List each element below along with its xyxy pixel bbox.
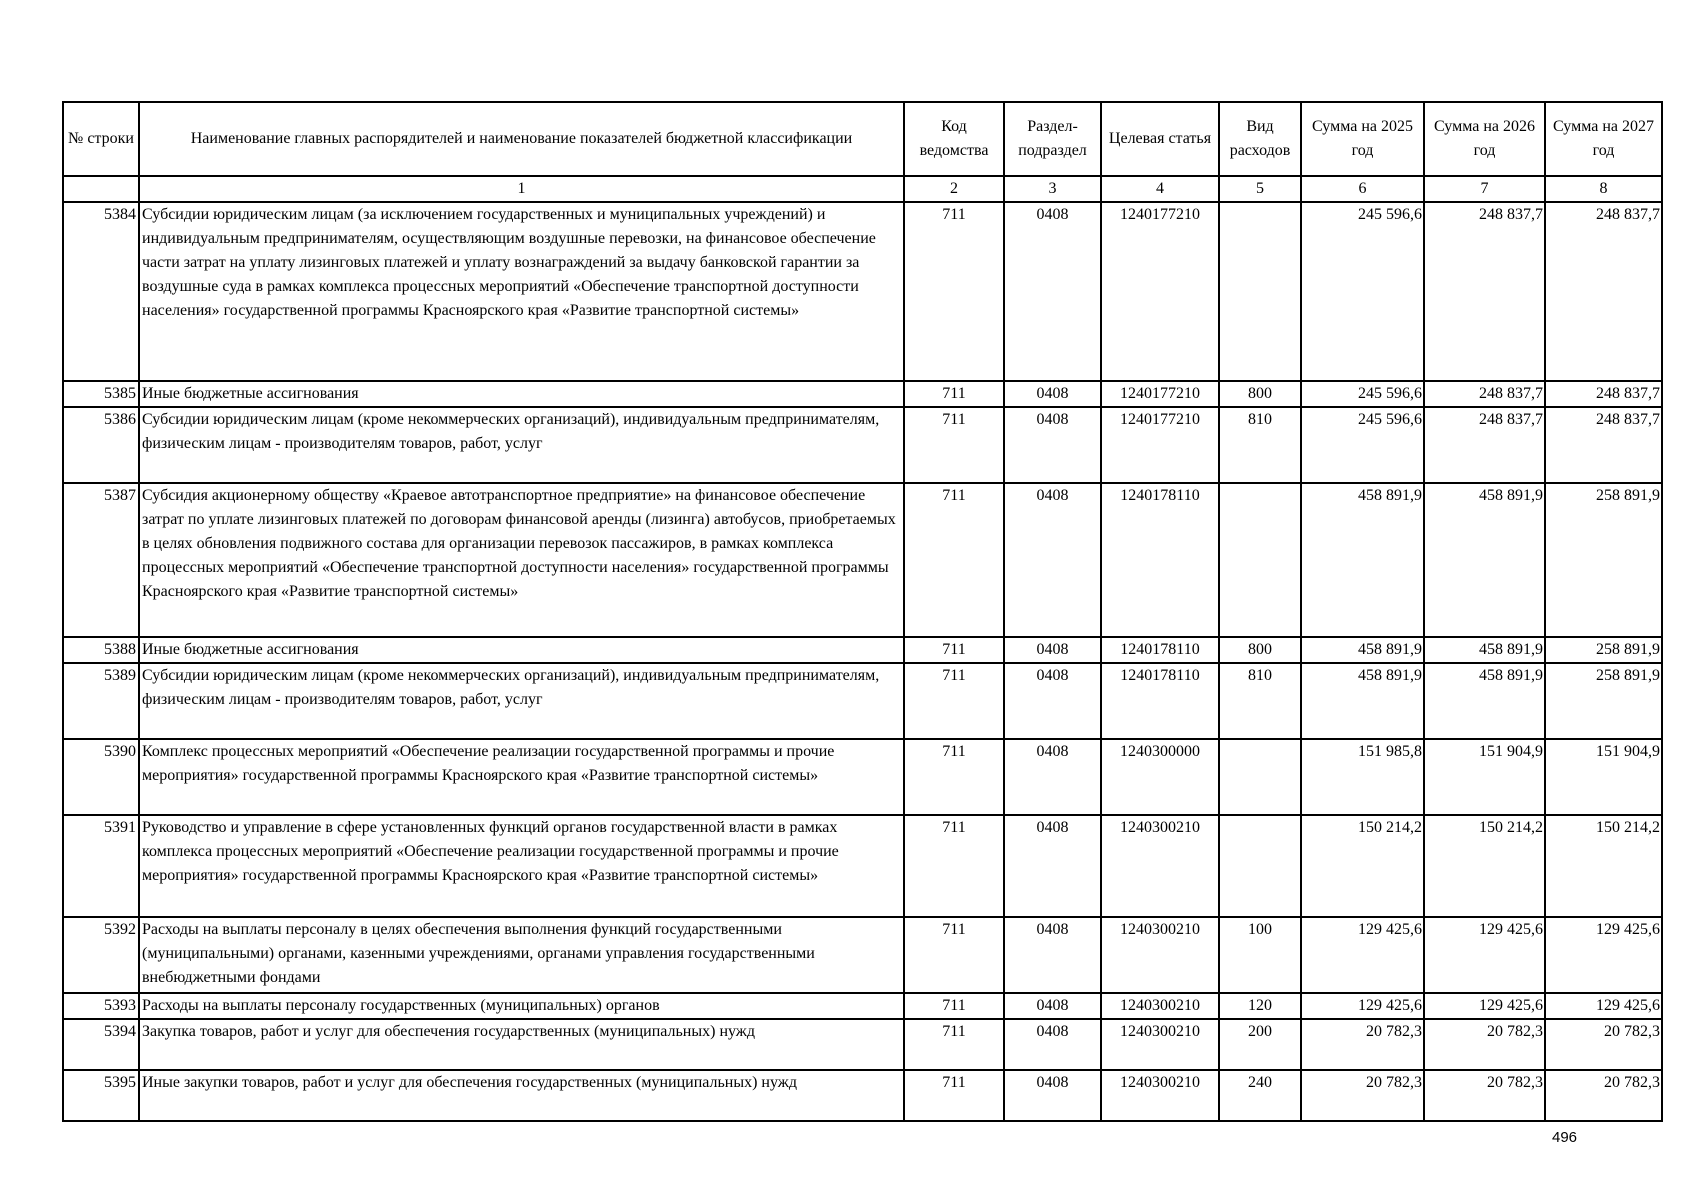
row-name: Субсидии юридическим лицам (кроме некоммерческих организаций), индивидуальным предпринимателям, физическим лицам - производителям товаров, работ, услуг — [139, 663, 904, 739]
column-number: 6 — [1301, 176, 1424, 202]
row-sum-2027: 258 891,9 — [1545, 483, 1662, 637]
row-expense-type — [1219, 202, 1301, 381]
row-sum-2025: 245 596,6 — [1301, 407, 1424, 483]
row-name: Расходы на выплаты персоналу государственных (муниципальных) органов — [139, 993, 904, 1019]
row-expense-type: 120 — [1219, 993, 1301, 1019]
table-row — [63, 917, 1662, 993]
column-number: 7 — [1424, 176, 1545, 202]
row-number: 5391 — [63, 815, 139, 917]
table-row — [63, 1070, 1662, 1121]
row-sum-2027: 20 782,3 — [1545, 1019, 1662, 1070]
row-expense-type: 800 — [1219, 637, 1301, 663]
row-target-article: 1240300210 — [1101, 815, 1219, 917]
row-section: 0408 — [1004, 407, 1101, 483]
row-section: 0408 — [1004, 202, 1101, 381]
row-dept-code: 711 — [904, 381, 1004, 407]
column-number: 8 — [1545, 176, 1662, 202]
row-sum-2026: 20 782,3 — [1424, 1019, 1545, 1070]
row-expense-type: 800 — [1219, 381, 1301, 407]
row-sum-2027: 20 782,3 — [1545, 1070, 1662, 1121]
table-row — [63, 381, 1662, 407]
row-name: Руководство и управление в сфере установленных функций органов государственной власти в рамках комплекса процессных мероприятий «Обеспечение реализации государственной программы и прочие мероприятия» государственной программы Красноярского края «Развитие транспортной системы» — [139, 815, 904, 917]
row-number: 5394 — [63, 1019, 139, 1070]
table-row — [63, 993, 1662, 1019]
row-dept-code: 711 — [904, 1019, 1004, 1070]
row-sum-2026: 458 891,9 — [1424, 663, 1545, 739]
row-section: 0408 — [1004, 1070, 1101, 1121]
row-sum-2026: 151 904,9 — [1424, 739, 1545, 815]
row-sum-2027: 150 214,2 — [1545, 815, 1662, 917]
header-sum-2027: Сумма на 2027 год — [1545, 102, 1662, 176]
row-sum-2027: 248 837,7 — [1545, 381, 1662, 407]
row-section: 0408 — [1004, 663, 1101, 739]
header-sum-2025: Сумма на 2025 год — [1301, 102, 1424, 176]
row-sum-2026: 458 891,9 — [1424, 483, 1545, 637]
table-row — [63, 202, 1662, 381]
row-sum-2026: 150 214,2 — [1424, 815, 1545, 917]
row-expense-type: 810 — [1219, 663, 1301, 739]
row-target-article: 1240177210 — [1101, 407, 1219, 483]
table-row — [63, 483, 1662, 637]
row-target-article: 1240300000 — [1101, 739, 1219, 815]
row-target-article: 1240177210 — [1101, 202, 1219, 381]
row-dept-code: 711 — [904, 815, 1004, 917]
row-section: 0408 — [1004, 1019, 1101, 1070]
row-sum-2025: 20 782,3 — [1301, 1070, 1424, 1121]
row-dept-code: 711 — [904, 407, 1004, 483]
row-name: Иные бюджетные ассигнования — [139, 381, 904, 407]
column-number-row — [63, 176, 1662, 202]
column-number — [63, 176, 139, 202]
row-expense-type — [1219, 815, 1301, 917]
row-section: 0408 — [1004, 917, 1101, 993]
row-target-article: 1240300210 — [1101, 1019, 1219, 1070]
row-sum-2025: 129 425,6 — [1301, 993, 1424, 1019]
row-name: Комплекс процессных мероприятий «Обеспечение реализации государственной программы и прочие мероприятия» государственной программы Красноярского края «Развитие транспортной системы» — [139, 739, 904, 815]
budget-table — [62, 101, 1663, 1122]
table-row — [63, 637, 1662, 663]
row-target-article: 1240300210 — [1101, 993, 1219, 1019]
row-name: Субсидии юридическим лицам (кроме некоммерческих организаций), индивидуальным предпринимателям, физическим лицам - производителям товаров, работ, услуг — [139, 407, 904, 483]
row-target-article: 1240178110 — [1101, 637, 1219, 663]
row-sum-2025: 245 596,6 — [1301, 202, 1424, 381]
row-sum-2025: 150 214,2 — [1301, 815, 1424, 917]
row-number: 5390 — [63, 739, 139, 815]
column-number: 4 — [1101, 176, 1219, 202]
row-name: Расходы на выплаты персоналу в целях обеспечения выполнения функций государственными (муниципальными) органами, казенными учреждениями, органами управления государственными внебюджетными фондами — [139, 917, 904, 993]
row-name: Субсидии юридическим лицам (за исключением государственных и муниципальных учреждений) и индивидуальным предпринимателям, осуществляющим воздушные перевозки, на финансовое обеспечение части затрат на уплату лизинговых платежей и уплату вознаграждений за выдачу банковской гарантии за воздушные суда в рамках комплекса процессных мероприятий «Обеспечение транспортной доступности населения» государственной программы Красноярского края «Развитие транспортной системы» — [139, 202, 904, 381]
column-number: 1 — [139, 176, 904, 202]
table-row — [63, 739, 1662, 815]
row-target-article: 1240178110 — [1101, 663, 1219, 739]
table-row — [63, 815, 1662, 917]
row-sum-2026: 20 782,3 — [1424, 1070, 1545, 1121]
row-sum-2025: 245 596,6 — [1301, 381, 1424, 407]
row-number: 5393 — [63, 993, 139, 1019]
row-sum-2025: 20 782,3 — [1301, 1019, 1424, 1070]
table-body — [63, 202, 1662, 1121]
row-dept-code: 711 — [904, 637, 1004, 663]
row-sum-2027: 248 837,7 — [1545, 202, 1662, 381]
row-number: 5385 — [63, 381, 139, 407]
row-sum-2027: 129 425,6 — [1545, 917, 1662, 993]
header-sum-2026: Сумма на 2026 год — [1424, 102, 1545, 176]
column-number: 2 — [904, 176, 1004, 202]
row-sum-2025: 458 891,9 — [1301, 637, 1424, 663]
row-expense-type — [1219, 483, 1301, 637]
row-sum-2025: 151 985,8 — [1301, 739, 1424, 815]
row-sum-2027: 129 425,6 — [1545, 993, 1662, 1019]
row-sum-2027: 258 891,9 — [1545, 637, 1662, 663]
row-dept-code: 711 — [904, 993, 1004, 1019]
row-sum-2027: 151 904,9 — [1545, 739, 1662, 815]
header-name: Наименование главных распорядителей и наименование показателей бюджетной классификации — [139, 102, 904, 176]
header-expense-type: Вид расходов — [1219, 102, 1301, 176]
row-number: 5395 — [63, 1070, 139, 1121]
row-section: 0408 — [1004, 483, 1101, 637]
row-dept-code: 711 — [904, 202, 1004, 381]
row-section: 0408 — [1004, 381, 1101, 407]
row-section: 0408 — [1004, 637, 1101, 663]
row-target-article: 1240177210 — [1101, 381, 1219, 407]
header-section: Раздел-подраздел — [1004, 102, 1101, 176]
row-name: Иные бюджетные ассигнования — [139, 637, 904, 663]
row-name: Закупка товаров, работ и услуг для обеспечения государственных (муниципальных) нужд — [139, 1019, 904, 1070]
row-sum-2026: 248 837,7 — [1424, 407, 1545, 483]
row-number: 5389 — [63, 663, 139, 739]
row-number: 5387 — [63, 483, 139, 637]
row-number: 5384 — [63, 202, 139, 381]
row-target-article: 1240178110 — [1101, 483, 1219, 637]
row-sum-2027: 258 891,9 — [1545, 663, 1662, 739]
row-dept-code: 711 — [904, 663, 1004, 739]
column-number: 3 — [1004, 176, 1101, 202]
header-target-article: Целевая статья — [1101, 102, 1219, 176]
row-dept-code: 711 — [904, 739, 1004, 815]
row-dept-code: 711 — [904, 917, 1004, 993]
row-sum-2025: 458 891,9 — [1301, 483, 1424, 637]
table-row — [63, 663, 1662, 739]
row-sum-2025: 458 891,9 — [1301, 663, 1424, 739]
header-dept-code: Код ведомства — [904, 102, 1004, 176]
row-dept-code: 711 — [904, 1070, 1004, 1121]
column-number: 5 — [1219, 176, 1301, 202]
row-number: 5388 — [63, 637, 139, 663]
row-section: 0408 — [1004, 993, 1101, 1019]
row-sum-2026: 458 891,9 — [1424, 637, 1545, 663]
row-section: 0408 — [1004, 739, 1101, 815]
row-name: Иные закупки товаров, работ и услуг для обеспечения государственных (муниципальных) нужд — [139, 1070, 904, 1121]
row-sum-2026: 248 837,7 — [1424, 381, 1545, 407]
header-row — [63, 102, 1662, 176]
header-row-number: № строки — [63, 102, 139, 176]
row-sum-2027: 248 837,7 — [1545, 407, 1662, 483]
row-expense-type: 100 — [1219, 917, 1301, 993]
row-sum-2025: 129 425,6 — [1301, 917, 1424, 993]
page-number: 496 — [1552, 1129, 1578, 1146]
row-expense-type: 810 — [1219, 407, 1301, 483]
row-expense-type — [1219, 739, 1301, 815]
table-row — [63, 407, 1662, 483]
row-target-article: 1240300210 — [1101, 1070, 1219, 1121]
row-number: 5386 — [63, 407, 139, 483]
row-expense-type: 200 — [1219, 1019, 1301, 1070]
row-section: 0408 — [1004, 815, 1101, 917]
row-sum-2026: 248 837,7 — [1424, 202, 1545, 381]
row-target-article: 1240300210 — [1101, 917, 1219, 993]
row-dept-code: 711 — [904, 483, 1004, 637]
row-sum-2026: 129 425,6 — [1424, 993, 1545, 1019]
row-expense-type: 240 — [1219, 1070, 1301, 1121]
row-name: Субсидия акционерному обществу «Краевое автотранспортное предприятие» на финансовое обеспечение затрат по уплате лизинговых платежей по договорам финансовой аренды (лизинга) автобусов, приобретаемых в целях обновления подвижного состава для организации перевозок пассажиров, в рамках комплекса процессных мероприятий «Обеспечение транспортной доступности населения» государственной программы Красноярского края «Развитие транспортной системы» — [139, 483, 904, 637]
table-row — [63, 1019, 1662, 1070]
row-number: 5392 — [63, 917, 139, 993]
row-sum-2026: 129 425,6 — [1424, 917, 1545, 993]
